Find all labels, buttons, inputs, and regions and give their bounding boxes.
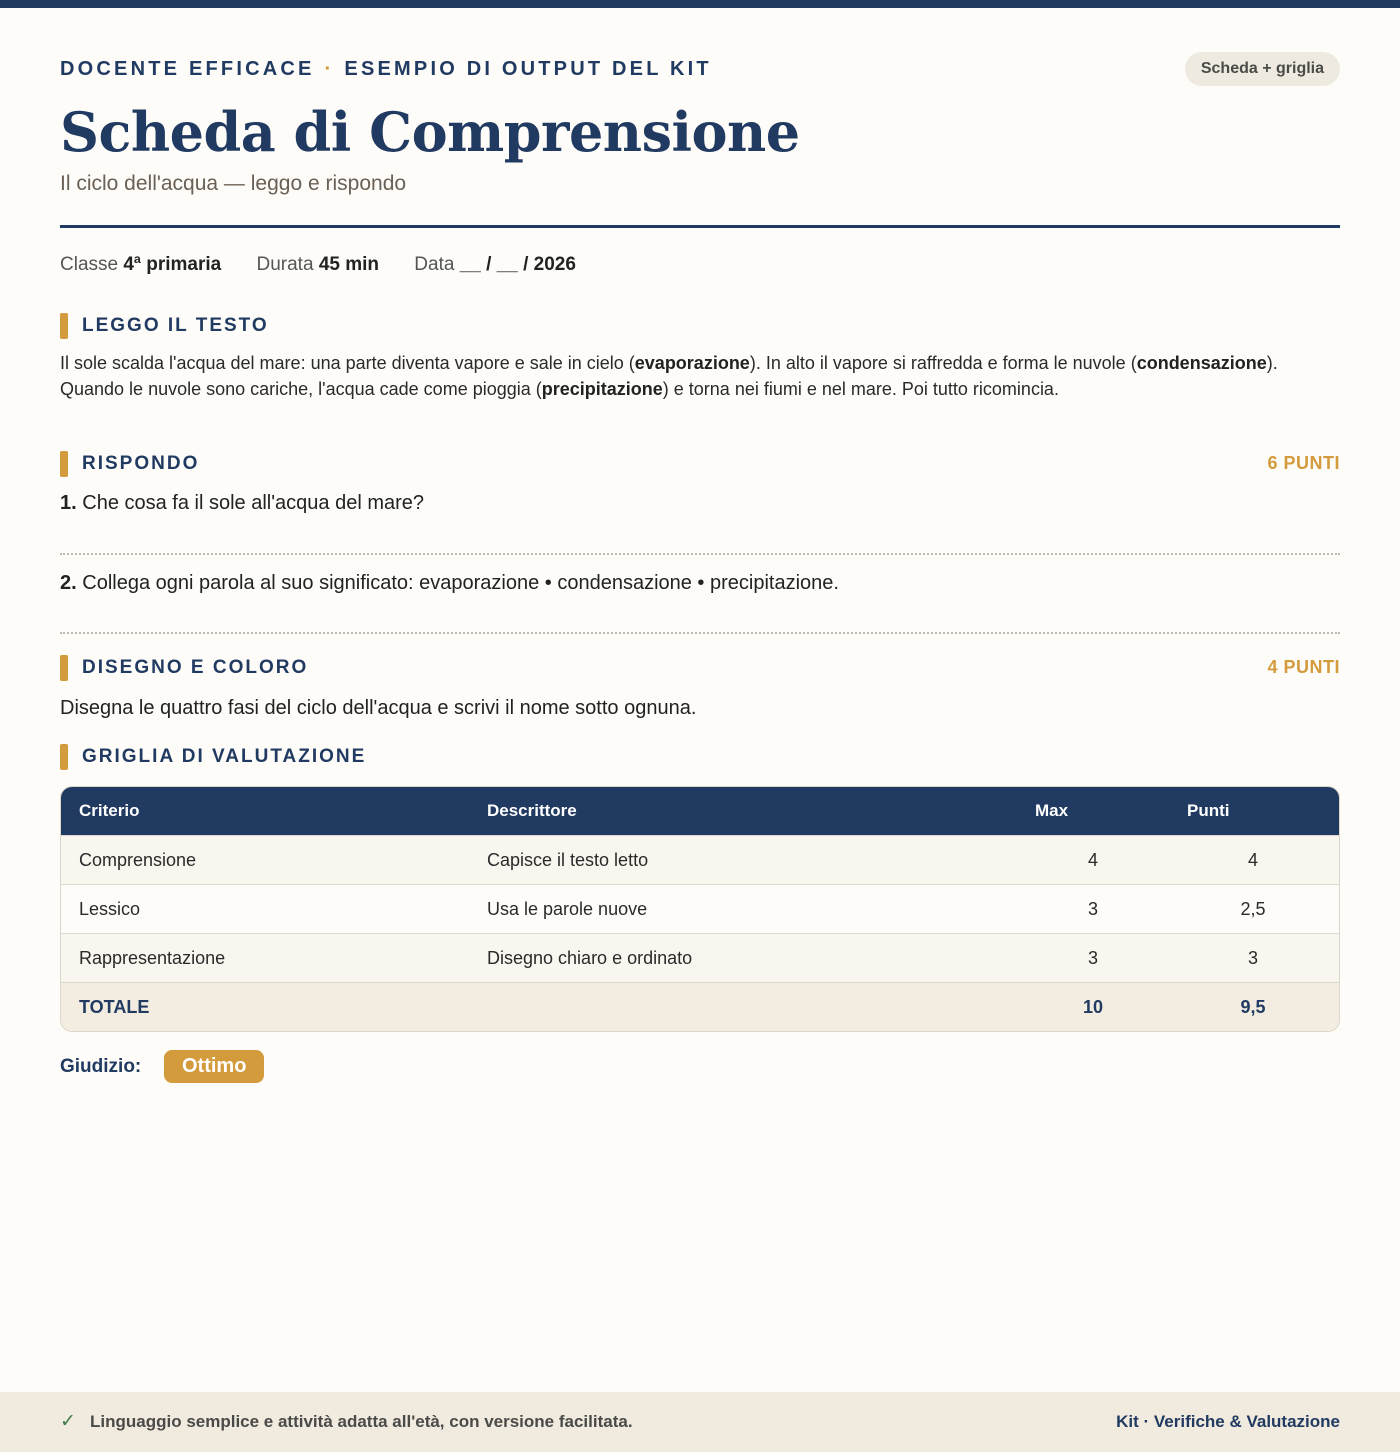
table-total-row — [61, 982, 1339, 1031]
section-drawing-heading — [60, 655, 1340, 681]
page-title: Scheda di Comprensione — [60, 100, 800, 164]
judgement-label: Giudizio: — [60, 1056, 142, 1077]
meta-class-value: 4ª primaria — [123, 254, 222, 275]
keyword-condensazione: condensazione — [1136, 353, 1267, 373]
section-label: GRIGLIA DI VALUTAZIONE — [82, 746, 367, 767]
judgement-badge: Ottimo — [164, 1050, 264, 1083]
column-header-descrittore: Descrittore — [487, 801, 577, 820]
question-text: Che cosa fa il sole all'acqua del mare? — [82, 492, 425, 514]
section-reading-heading — [60, 313, 1340, 339]
cell-punti: 2,5 — [1240, 899, 1266, 919]
question-number: 2. — [60, 572, 77, 594]
question-text: Collega ogni parola al suo significato: evaporazione • condensazione • precipitazione. — [82, 572, 839, 594]
table-row — [61, 933, 1339, 982]
drawing-task: Disegna le quattro fasi del ciclo dell'acqua e scrivi il nome sotto ognuna. — [60, 697, 697, 719]
reading-text-part: ) e torna nei fiumi e nel mare. Poi tutto ricomincia. — [662, 379, 1059, 399]
column-header-max: Max — [1035, 801, 1069, 820]
cell-punti: 3 — [1247, 948, 1258, 968]
section-marker — [60, 744, 68, 770]
cell-criterio: Comprensione — [79, 850, 197, 870]
footer-note: Linguaggio semplice e attività adatta all'età, con versione facilitata. — [90, 1412, 633, 1431]
section-marker — [60, 655, 68, 681]
cell-criterio: Lessico — [79, 899, 141, 919]
total-max: 10 — [1082, 997, 1104, 1017]
table-header-row — [61, 787, 1339, 835]
document-type-badge: Scheda + griglia — [1185, 52, 1340, 86]
total-punti: 9,5 — [1240, 997, 1266, 1017]
check-icon: ✓ — [60, 1411, 76, 1432]
brand-line — [60, 58, 712, 81]
section-label: RISPONDO — [82, 453, 200, 474]
column-header-punti: Punti — [1187, 801, 1230, 820]
meta-duration-value: 45 min — [318, 254, 380, 275]
section-label: LEGGO IL TESTO — [82, 315, 269, 336]
cell-criterio: Rappresentazione — [79, 948, 226, 968]
top-accent-bar — [0, 0, 1400, 8]
cell-punti: 4 — [1247, 850, 1258, 870]
section-label: DISEGNO E COLORO — [82, 657, 309, 678]
cell-descrittore: Usa le parole nuove — [487, 899, 648, 919]
cell-descrittore: Disegno chiaro e ordinato — [487, 948, 693, 968]
page-subtitle: Il ciclo dell'acqua — leggo e rispondo — [60, 172, 407, 195]
cell-descrittore: Capisce il testo letto — [487, 850, 649, 870]
brand-separator: · — [324, 58, 335, 80]
reading-text-part: Il sole scalda l'acqua del mare: una parte diventa vapore e sale in cielo ( — [60, 353, 635, 373]
reading-text — [60, 350, 1340, 402]
column-header-criterio: Criterio — [79, 801, 140, 820]
table-row — [61, 884, 1339, 933]
reading-text-part: ). In alto il vapore si raffredda e forma le nuvole ( — [749, 353, 1137, 373]
footer — [0, 1392, 1400, 1452]
meta-info — [60, 254, 606, 276]
section-points: 6 PUNTI — [1267, 453, 1340, 473]
section-answer-heading — [60, 451, 1340, 477]
section-points: 4 PUNTI — [1267, 657, 1340, 677]
section-marker — [60, 451, 68, 477]
brand-tagline: ESEMPIO DI OUTPUT DEL KIT — [344, 58, 712, 80]
question-number: 1. — [60, 492, 77, 514]
reading-text-part: ). Quando le nuvole sono cariche, l'acqua cade come pioggia ( — [60, 353, 1278, 399]
keyword-evaporazione: evaporazione — [634, 353, 750, 373]
section-marker — [60, 313, 68, 339]
header — [60, 52, 1340, 88]
meta-date-label: Data — [414, 254, 455, 275]
meta-date — [414, 254, 576, 275]
answer-line-1[interactable] — [60, 553, 1340, 555]
meta-date-value: __ / __ / 2026 — [459, 254, 576, 275]
cell-max: 4 — [1087, 850, 1098, 870]
cell-max: 3 — [1087, 899, 1098, 919]
question-2 — [60, 572, 839, 595]
question-1 — [60, 492, 424, 515]
meta-class-label: Classe — [60, 254, 119, 275]
total-label: TOTALE — [79, 997, 150, 1017]
meta-duration — [257, 254, 380, 275]
keyword-precipitazione: precipitazione — [541, 379, 663, 399]
footer-kit-name: Kit · Verifiche & Valutazione — [1116, 1412, 1340, 1431]
answer-line-2[interactable] — [60, 632, 1340, 634]
cell-max: 3 — [1087, 948, 1098, 968]
meta-class — [60, 254, 221, 275]
brand-name: DOCENTE EFFICACE — [60, 58, 315, 80]
section-grid-heading — [60, 744, 1340, 770]
title-divider — [60, 225, 1340, 228]
meta-duration-label: Durata — [256, 254, 314, 275]
table-row — [61, 835, 1339, 884]
evaluation-table — [60, 786, 1340, 1032]
